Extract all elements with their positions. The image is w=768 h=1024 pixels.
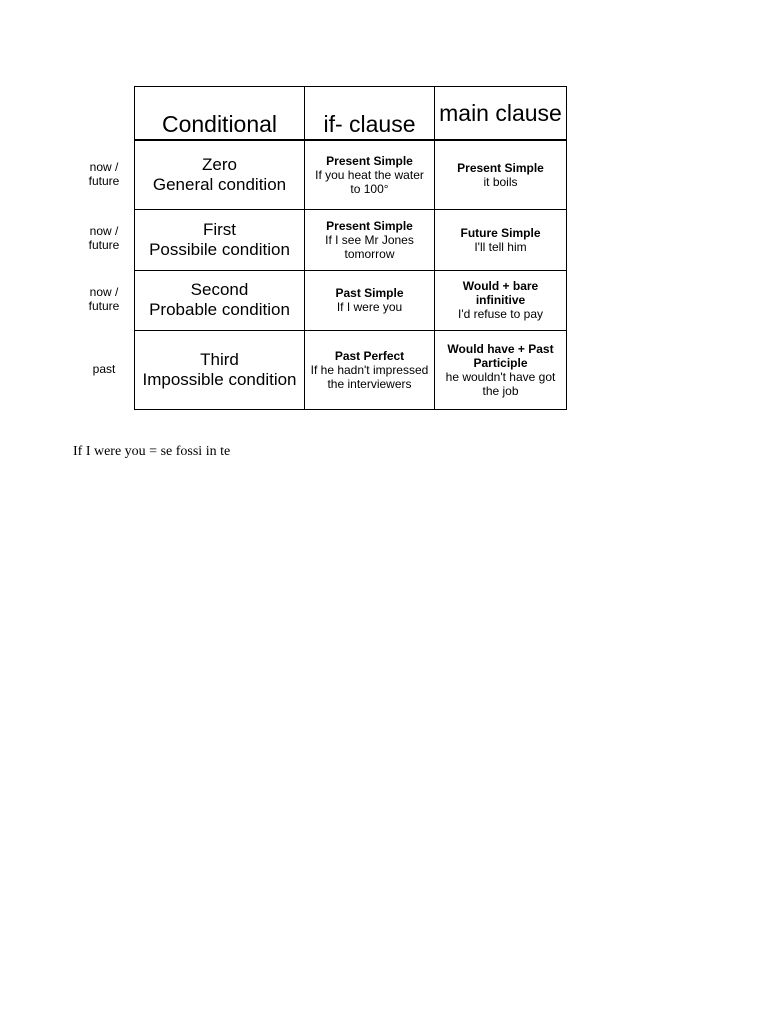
if-clause-example: If he hadn't impressed the interviewers (310, 362, 429, 391)
if-clause-cell (305, 210, 435, 270)
row-time-label: now / future (88, 285, 120, 313)
row-time-label: now / future (88, 224, 120, 252)
header-main-clause: main clause (435, 87, 567, 140)
main-clause-tense: Would + bare infinitive (462, 279, 539, 308)
table-row (135, 210, 567, 270)
conditional-name-cell (135, 140, 305, 210)
if-clause-tense: Present Simple (326, 218, 413, 233)
conditional-name: First (202, 219, 237, 239)
table-row (135, 330, 567, 409)
main-clause-tense: Future Simple (460, 225, 541, 240)
row-time-label: now / future (88, 160, 120, 188)
conditional-name: Third (200, 349, 239, 369)
main-clause-cell (435, 210, 567, 270)
conditional-description: General condition (152, 175, 287, 194)
main-clause-cell (435, 140, 567, 210)
row-time-label: past (92, 362, 116, 376)
if-clause-example: If you heat the water to 100° (315, 168, 424, 196)
main-clause-tense: Would have + Past Participle (447, 341, 554, 370)
main-clause-example: I'll tell him (474, 239, 527, 254)
main-clause-example: it boils (483, 175, 518, 189)
if-clause-cell (305, 140, 435, 210)
table-row (135, 140, 567, 210)
main-clause-cell (435, 330, 567, 409)
if-clause-tense: Past Perfect (334, 348, 405, 363)
if-clause-example: If I see Mr Jones tomorrow (325, 232, 414, 261)
table-row (135, 270, 567, 330)
conditional-description: Impossible condition (142, 369, 297, 389)
if-clause-cell (305, 270, 435, 330)
if-clause-tense: Present Simple (326, 154, 413, 168)
main-clause-tense: Present Simple (457, 161, 544, 175)
main-clause-cell (435, 270, 567, 330)
conditionals-table (134, 86, 567, 410)
main-clause-example: I'd refuse to pay (457, 307, 543, 322)
translation-note: If I were you = se fossi in te (73, 444, 231, 459)
if-clause-example: If I were you (336, 300, 403, 315)
main-clause-example: he wouldn't have got the job (445, 369, 556, 398)
if-clause-cell (305, 330, 435, 409)
if-clause-tense: Past Simple (335, 286, 404, 301)
header-conditional: Conditional (135, 87, 305, 140)
conditional-description: Probable condition (149, 300, 290, 320)
conditional-description: Possibile condition (149, 239, 290, 259)
conditional-name: Second (190, 280, 249, 300)
table-header-row (135, 87, 567, 140)
conditional-name-cell (135, 210, 305, 270)
conditional-name-cell (135, 270, 305, 330)
conditional-name-cell (135, 330, 305, 409)
header-if-clause: if- clause (305, 87, 435, 140)
conditional-name: Zero (202, 155, 237, 174)
conditionals-table-wrapper (134, 86, 566, 410)
